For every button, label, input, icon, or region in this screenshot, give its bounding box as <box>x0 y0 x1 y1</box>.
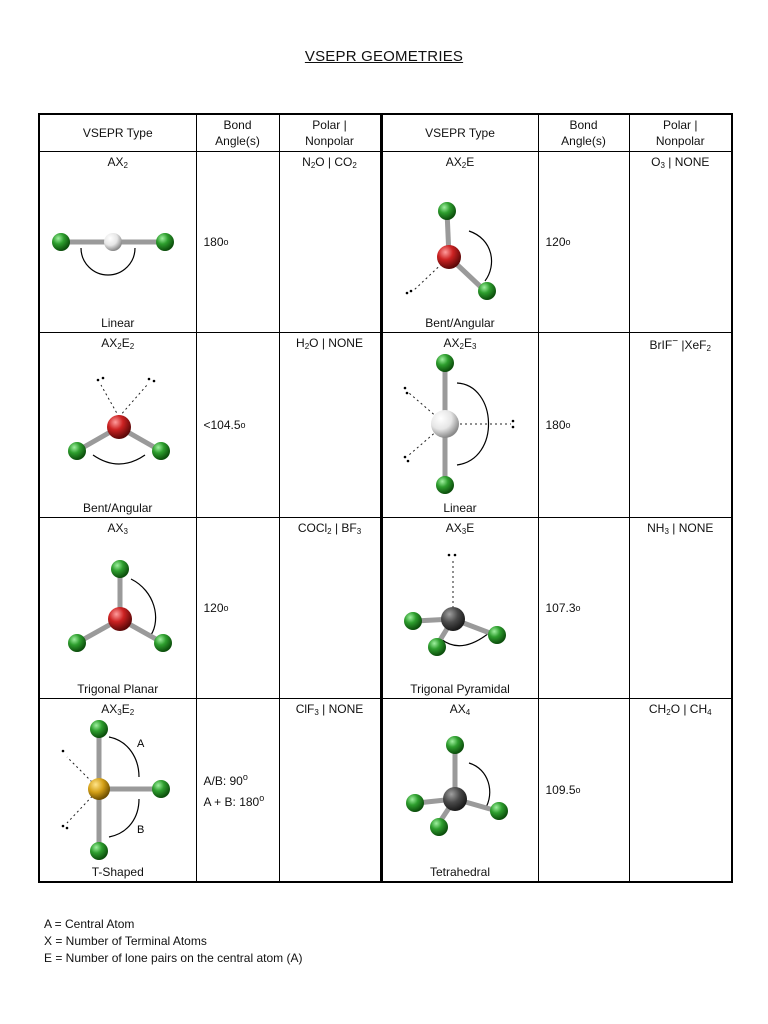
polarity-examples: $H_2O$ | NONE <box>296 336 363 351</box>
linear-molecule-model <box>43 188 193 298</box>
label-b: B <box>136 824 145 836</box>
shape-name: Bent/Angular <box>425 316 495 330</box>
table-row <box>39 518 732 699</box>
header-polarity-right: Polar | Nonpolar <box>629 114 732 152</box>
polarity-examples: $N_2O$ | $CO_2$ <box>302 155 357 170</box>
header-vsepr-type: VSEPR Type <box>39 114 196 152</box>
vsepr-formula: $AX_4$ <box>449 702 471 717</box>
legend-item: A = Central Atom <box>44 917 135 931</box>
vsepr-formula: $AX_2E_2$ <box>101 336 135 351</box>
bond-angle-cell: 120 o <box>538 152 629 333</box>
shape-name: Trigonal Pyramidal <box>410 682 510 696</box>
legend <box>44 916 302 967</box>
polarity-cell <box>279 518 381 699</box>
shape-name: T-Shaped <box>91 865 144 879</box>
shape-name: Bent/Angular <box>83 501 153 515</box>
vsepr-formula: $AX_3$ <box>107 521 128 536</box>
legend-item: X = Number of Terminal Atoms <box>44 934 207 948</box>
vsepr-formula: $AX_2E_3$ <box>443 336 477 351</box>
vsepr-formula: $AX_2E$ <box>445 155 475 170</box>
type-cell <box>39 152 196 333</box>
polarity-cell <box>279 333 381 518</box>
vsepr-formula: $AX_3E$ <box>445 521 475 536</box>
polarity-cell <box>629 518 732 699</box>
bond-angle-cell: A/B: 90$^o$ A + B: 180$^o$ <box>196 699 279 883</box>
vsepr-table <box>38 113 733 883</box>
trigonal-pyramidal-molecule-model <box>385 539 535 679</box>
header-vsepr-type-right: VSEPR Type <box>381 114 538 152</box>
shape-name: Tetrahedral <box>429 865 491 879</box>
type-cell <box>39 333 196 518</box>
shape-name: Linear <box>101 316 135 330</box>
shape-name: Linear <box>443 501 477 515</box>
label-a: A <box>136 738 145 750</box>
linear-lone-pairs-molecule-model <box>385 351 535 501</box>
polarity-examples: $NH_3$ | NONE <box>647 521 714 536</box>
bond-angle-cell: 109.5 o <box>538 699 629 883</box>
t-shaped-molecule-model <box>43 717 193 865</box>
polarity-examples: BrIF− |XeF$_2$ <box>649 336 711 353</box>
vsepr-formula: $AX_3E_2$ <box>101 702 135 717</box>
type-cell <box>381 518 538 699</box>
trigonal-planar-molecule-model <box>43 539 193 679</box>
table-row <box>39 699 732 883</box>
header-bond-angle: Bond Angle(s) <box>196 114 279 152</box>
header-bond-angle-right: Bond Angle(s) <box>538 114 629 152</box>
page-title: VSEPR GEOMETRIES <box>304 48 464 65</box>
polarity-examples: ClF$_3$ | NONE <box>295 702 364 717</box>
vsepr-formula: $AX_2$ <box>107 155 128 170</box>
bent-molecule-model <box>385 173 535 313</box>
tetrahedral-molecule-model <box>385 721 535 861</box>
polarity-cell <box>279 152 381 333</box>
type-cell <box>381 152 538 333</box>
header-polarity: Polar | Nonpolar <box>279 114 381 152</box>
legend-item: E = Number of lone pairs on the central atom (A) <box>44 951 303 965</box>
type-cell <box>381 333 538 518</box>
table-row <box>39 152 732 333</box>
polarity-cell <box>629 152 732 333</box>
bond-angle-cell: 120 o <box>196 518 279 699</box>
polarity-examples: $CH_2O$ | $CH_4$ <box>648 702 712 717</box>
polarity-cell <box>279 699 381 883</box>
polarity-cell <box>629 699 732 883</box>
header-row <box>39 114 732 152</box>
bond-angle-cell: 180 o <box>196 152 279 333</box>
type-cell <box>39 518 196 699</box>
polarity-examples: COCl$_2$ | $BF_3$ <box>297 521 362 536</box>
bond-angle-cell: 107.3 o <box>538 518 629 699</box>
bond-angle-cell: 180 o <box>538 333 629 518</box>
bent-lone-pairs-molecule-model <box>43 361 193 491</box>
table-row <box>39 333 732 518</box>
polarity-cell <box>629 333 732 518</box>
type-cell <box>39 699 196 883</box>
shape-name: Trigonal Planar <box>77 682 159 696</box>
polarity-examples: $O_3$ | NONE <box>651 155 710 170</box>
type-cell <box>381 699 538 883</box>
bond-angle-cell: <104.5 o <box>196 333 279 518</box>
